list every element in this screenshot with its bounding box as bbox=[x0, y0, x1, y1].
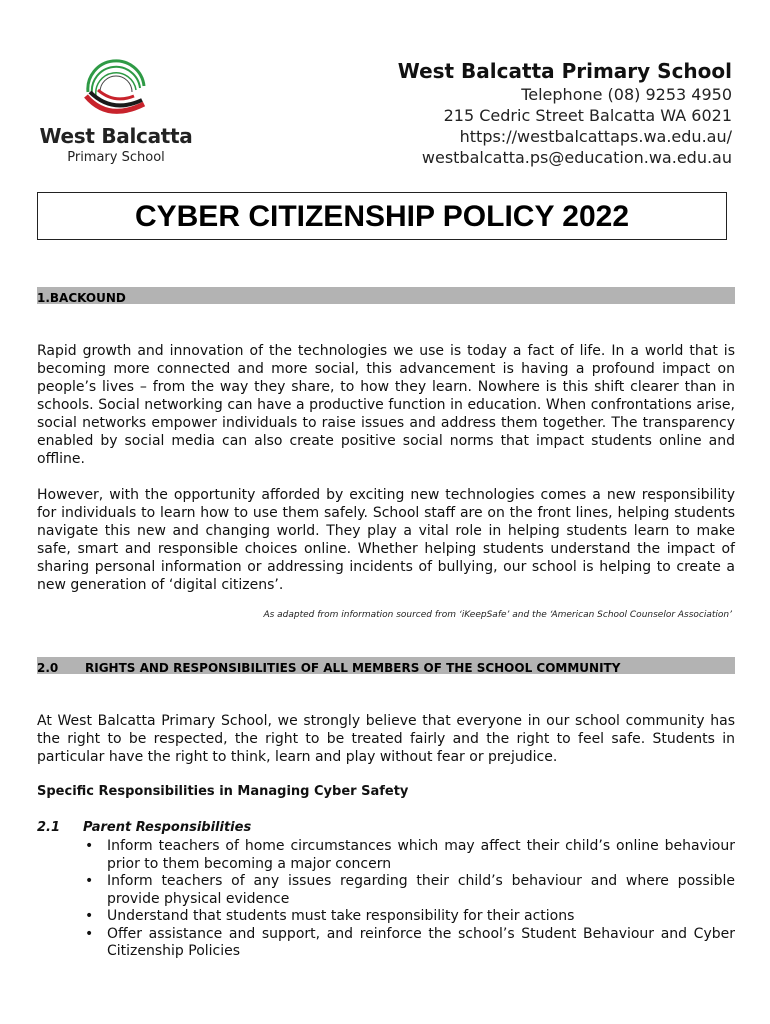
logo-brand-name: West Balcatta bbox=[39, 124, 193, 148]
list-item: • Inform teachers of home circumstances which may affect their child’s online behaviour prior to them becoming a major concern bbox=[83, 838, 735, 873]
section-1-heading: 1.BACKOUND bbox=[37, 291, 126, 305]
logo-swirl-icon bbox=[78, 52, 154, 122]
section-1-bar bbox=[37, 287, 735, 304]
contact-block bbox=[398, 58, 732, 168]
section-1-paragraph-2: However, with the opportunity afforded by exciting new technologies comes a new responsibility for individuals to learn how to use them safely. School staff are on the front lines, helping students navigate this new and changing world. They play a vital role in helping students learn to make safe, smart and responsible choices online. Whether helping students understand the impact of sharing personal information or addressing incidents of bullying, our school is helping to create a new generation of ‘digital citizens’. bbox=[37, 487, 735, 593]
address: 215 Cedric Street Balcatta WA 6021 bbox=[443, 106, 732, 125]
section-2-heading: RIGHTS AND RESPONSIBILITIES OF ALL MEMBERS OF THE SCHOOL COMMUNITY bbox=[85, 661, 621, 675]
website-link[interactable]: https://westbalcattaps.wa.edu.au/ bbox=[459, 127, 732, 146]
section-2-bar bbox=[37, 657, 735, 674]
subsection-title: Parent Responsibilities bbox=[83, 820, 252, 835]
school-name: West Balcatta Primary School bbox=[397, 59, 732, 83]
list-item: • Offer assistance and support, and reinforce the school’s Student Behaviour and Cyber Citizenship Policies bbox=[83, 926, 735, 961]
section-2-number: 2.0 bbox=[37, 661, 59, 675]
list-item: • Inform teachers of any issues regarding their child’s behaviour and where possible provide physical evidence bbox=[83, 873, 735, 908]
policy-title-box bbox=[37, 192, 727, 240]
section-2-paragraph-1: At West Balcatta Primary School, we strongly believe that everyone in our school community has the right to be respected, the right to be treated fairly and the right to feel safe. Students in particular have the right to think, learn and play without fear or prejudice. bbox=[37, 713, 735, 765]
policy-title: CYBER CITIZENSHIP POLICY 2022 bbox=[134, 200, 630, 233]
school-logo bbox=[36, 52, 196, 172]
section-1-paragraph-1: Rapid growth and innovation of the technologies we use is today a fact of life. In a world that is becoming more connected and more social, this advancement is having a profound impact on people’s lives – from the way they share, to how they learn. Nowhere is this shift clearer than in schools. Social networking can have a productive function in education. When confrontations arise, social networks empower individuals to raise issues and address them together. The transparency enabled by social media can also create positive social norms that impact students online and offline. bbox=[37, 343, 735, 467]
specific-responsibilities-heading: Specific Responsibilities in Managing Cyber Safety bbox=[37, 784, 409, 799]
source-credit: As adapted from information sourced from ‘iKeepSafe’ and the ‘American School Counselor Association’ bbox=[263, 610, 732, 620]
telephone: Telephone (08) 9253 4950 bbox=[521, 85, 732, 104]
email-link[interactable]: westbalcatta.ps@education.wa.edu.au bbox=[421, 148, 732, 167]
parent-responsibilities-list bbox=[83, 838, 735, 961]
list-item: • Understand that students must take responsibility for their actions bbox=[83, 908, 735, 926]
logo-brand-sub: Primary School bbox=[67, 150, 165, 165]
subsection-number: 2.1 bbox=[37, 820, 61, 835]
